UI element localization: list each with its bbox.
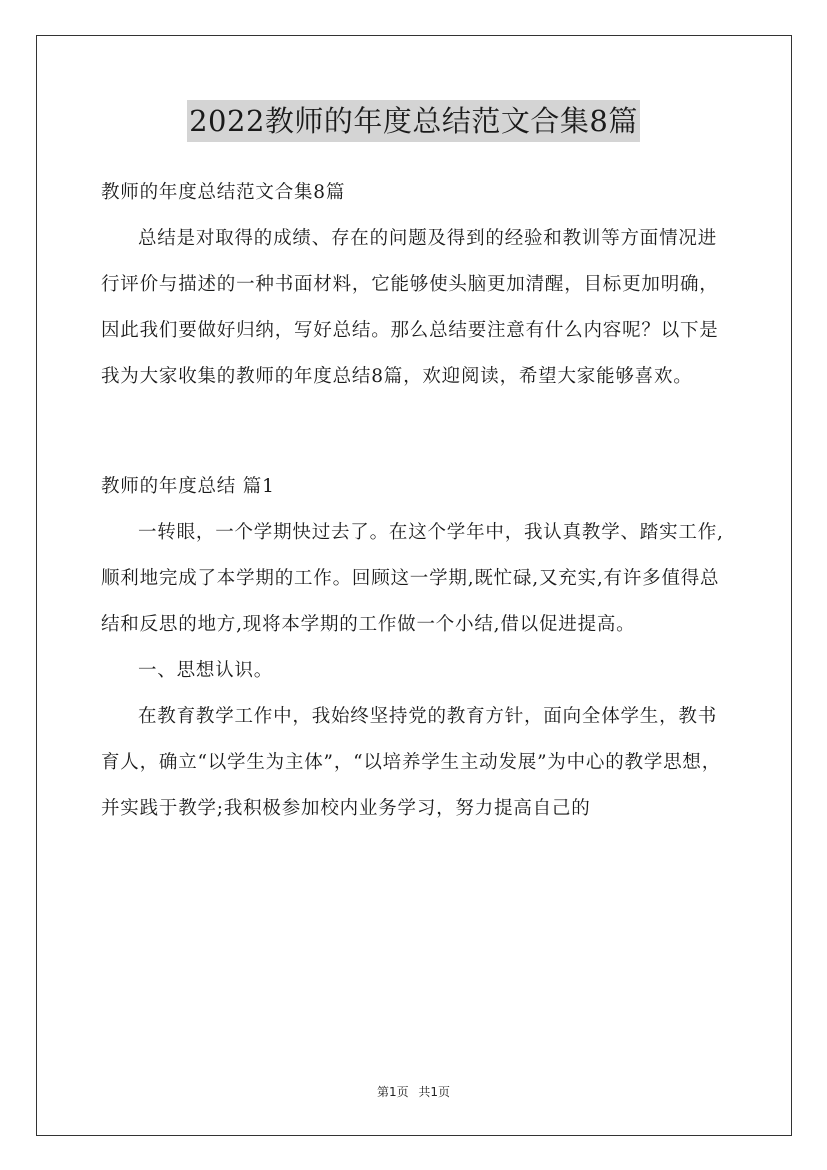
document-subtitle: 教师的年度总结范文合集8篇 <box>101 182 346 203</box>
page-footer <box>0 1083 827 1100</box>
spacer <box>101 400 729 464</box>
page-number-total: 共1页 <box>418 1085 451 1099</box>
intro-paragraph: 总结是对取得的成绩、存在的问题及得到的经验和教训等方面情况进行评价与描述的一种书面材料，它能够使头脑更加清醒，目标更加明确，因此我们要做好归纳，写好总结。那么总结要注意有什么内容呢？以下是我为大家收集的教师的年度总结8篇，欢迎阅读，希望大家能够喜欢。 <box>101 228 719 387</box>
body-paragraph-1: 一转眼，一个学期快过去了。在这个学年中，我认真教学、踏实工作,顺利地完成了本学期的工作。回顾这一学期,既忙碌,又充实,有许多值得总结和反思的地方,现将本学期的工作做一个小结,借以促进提高。 <box>101 522 724 635</box>
point-heading-1: 一、思想认识。 <box>138 660 274 681</box>
document-body <box>101 170 729 832</box>
title-container <box>0 100 827 142</box>
document-title: 2022教师的年度总结范文合集8篇 <box>187 100 640 142</box>
section-heading: 教师的年度总结 篇1 <box>101 476 275 497</box>
body-paragraph-2: 在教育教学工作中，我始终坚持党的教育方针，面向全体学生，教书育人，确立“以学生为主体”，“以培养学生主动发展”为中心的教学思想，并实践于教学;我积极参加校内业务学习，努力提高自己的 <box>101 706 722 819</box>
page-number-current: 第1页 <box>376 1085 409 1099</box>
